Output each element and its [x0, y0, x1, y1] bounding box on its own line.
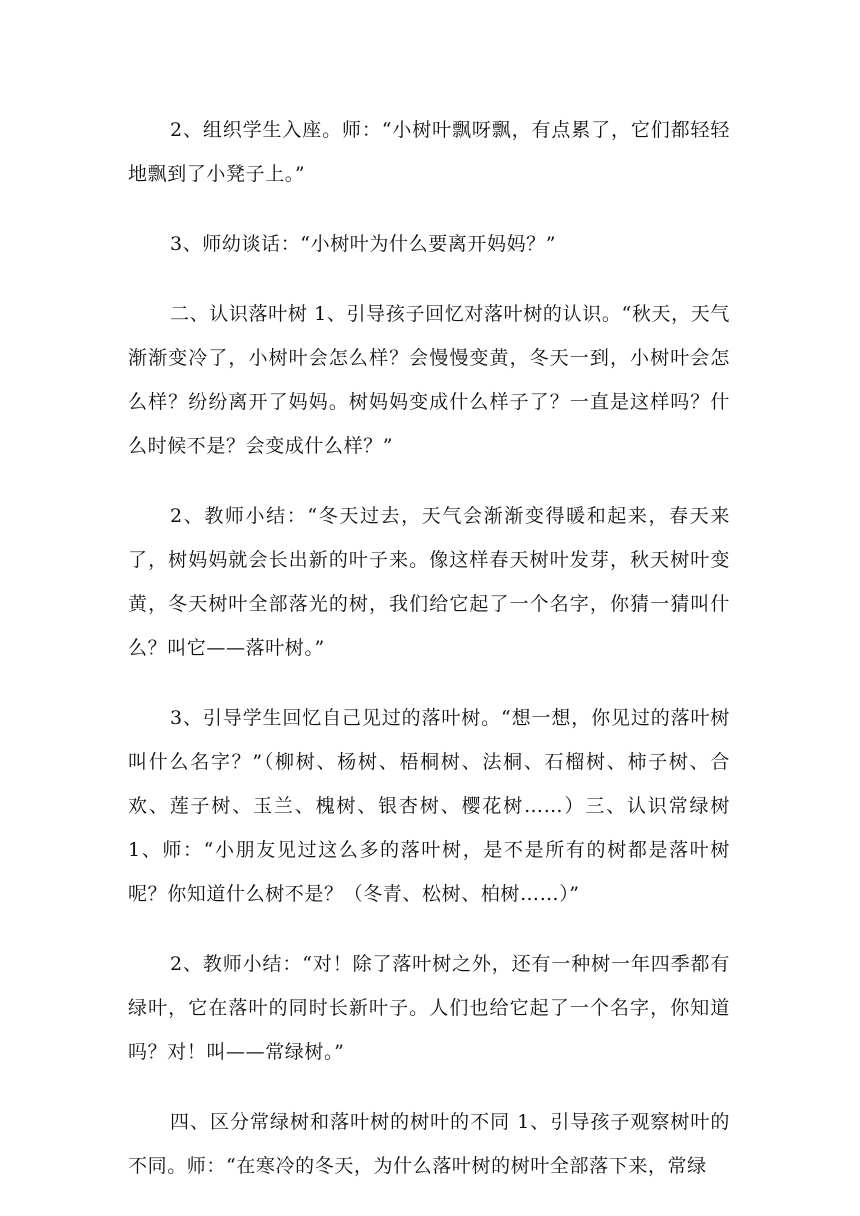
paragraph-evergreen-summary: 2、教师小结：“对！除了落叶树之外，还有一种树一年四季都有绿叶，它在落叶的同时长新叶子。人们也给它起了一个名字，你知道吗？对！叫——常绿树。”	[128, 953, 730, 1063]
paragraph-leaf-difference: 四、区分常绿树和落叶树的树叶的不同 1、引导孩子观察树叶的不同。师：“在寒冷的冬天，为什么落叶树的树叶全部落下来，常绿	[128, 1111, 730, 1177]
paragraph-deciduous-intro: 二、认识落叶树 1、引导孩子回忆对落叶树的认识。“秋天，天气渐渐变冷了，小树叶会怎么样？会慢慢变黄，冬天一到，小树叶会怎么样？纷纷离开了妈妈。树妈妈变成什么样子了？一直是这样吗？什么时候不是？会变成什么样？”	[128, 303, 730, 457]
document-body	[128, 108, 730, 1214]
paragraph-deciduous-summary: 2、教师小结：“冬天过去，天气会渐渐变得暖和起来，春天来了，树妈妈就会长出新的叶子来。像这样春天树叶发芽，秋天树叶变黄，冬天树叶全部落光的树，我们给它起了一个名字，你猜一猜叫什么？叫它——落叶树。”	[128, 505, 730, 659]
paragraph-seating: 2、组织学生入座。师：“小树叶飘呀飘，有点累了，它们都轻轻地飘到了小凳子上。”	[128, 119, 730, 185]
paragraph-teacher-talk: 3、师幼谈话：“小树叶为什么要离开妈妈？”	[170, 233, 557, 255]
paragraph-deciduous-examples: 3、引导学生回忆自己见过的落叶树。“想一想，你见过的落叶树叫什么名字？”（柳树、杨树、梧桐树、法桐、石榴树、柿子树、合欢、莲子树、玉兰、槐树、银杏树、樱花树……）三、认识常绿树 1、师：“小朋友见过这么多的落叶树，是不是所有的树都是落叶树呢？你知道什么树不是？（冬青、松树、柏树……）”	[128, 707, 730, 905]
